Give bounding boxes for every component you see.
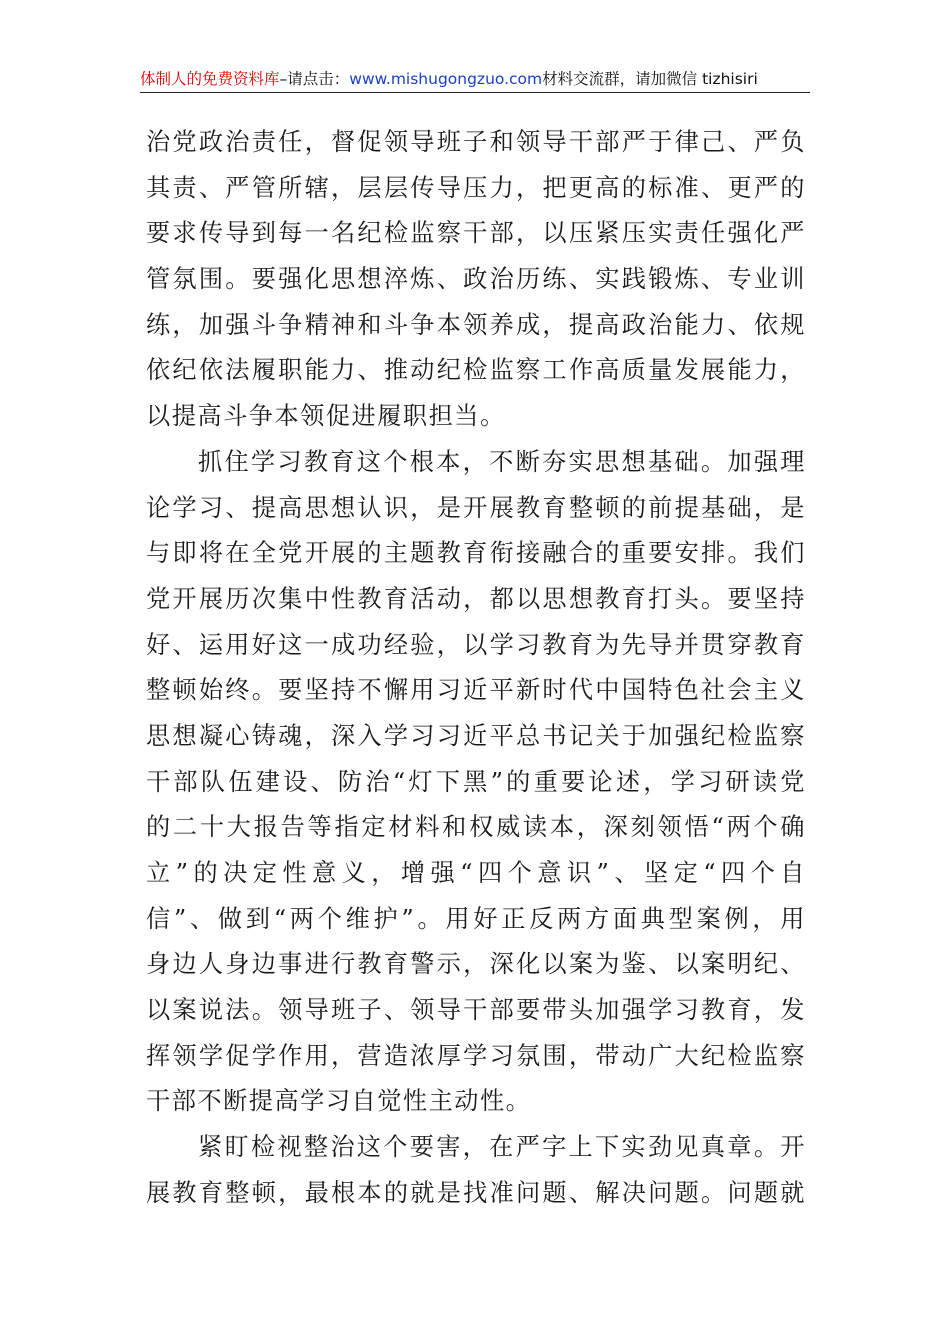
text-line: 依纪依法履职能力、推动纪检监察工作高质量发展能力， xyxy=(146,356,806,385)
text-line: 展教育整顿，最根本的就是找准问题、解决问题。问题就 xyxy=(146,1178,806,1207)
text-line: 与即将在全党开展的主题教育衔接融合的重要安排。我们 xyxy=(146,539,806,568)
text-line: 干部队伍建设、防治“灯下黑”的重要论述，学习研读党 xyxy=(146,767,806,796)
text-line: 干部不断提高学习自觉性主动性。 xyxy=(146,1087,532,1116)
text-line: 抓住学习教育这个根本，不断夯实思想基础。加强理 xyxy=(198,447,806,476)
text-line: 紧盯检视整治这个要害，在严字上下实劲见真章。开 xyxy=(198,1133,806,1162)
text-line: 的二十大报告等指定材料和权威读本，深刻领悟“两个确 xyxy=(146,813,806,842)
header-brand: 体制人的免费资料库 xyxy=(140,70,280,88)
header-cta: –请点击： xyxy=(279,70,350,88)
text-line: 管氛围。要强化思想淬炼、政治历练、实践锻炼、专业训 xyxy=(146,265,806,294)
header-tail: 材料交流群，请加微信 tizhisiri xyxy=(542,70,758,88)
text-line: 身边人身边事进行教育警示，深化以案为鉴、以案明纪、 xyxy=(146,950,806,979)
text-line: 党开展历次集中性教育活动，都以思想教育打头。要坚持 xyxy=(146,584,806,613)
text-line: 练，加强斗争精神和斗争本领养成，提高政治能力、依规 xyxy=(146,310,806,339)
text-line: 其责、严管所辖，层层传导压力，把更高的标准、更严的 xyxy=(146,173,806,202)
text-line: 立”的决定性意义，增强“四个意识”、坚定“四个自 xyxy=(146,859,806,887)
text-line: 整顿始终。要坚持不懈用习近平新时代中国特色社会主义 xyxy=(146,676,806,705)
text-line: 要求传导到每一名纪检监察干部，以压紧压实责任强化严 xyxy=(146,219,806,248)
text-line: 治党政治责任，督促领导班子和领导干部严于律己、严负 xyxy=(146,128,806,156)
text-line: 信”、做到“两个维护”。用好正反两方面典型案例，用 xyxy=(146,904,806,933)
header-url-link[interactable]: www.mishugongzuo.com xyxy=(349,70,543,88)
text-line: 以案说法。领导班子、领导干部要带头加强学习教育，发 xyxy=(146,996,806,1025)
text-line: 论学习、提高思想认识，是开展教育整顿的前提基础，是 xyxy=(146,493,806,522)
document-body xyxy=(146,120,806,1217)
text-line: 以提高斗争本领促进履职担当。 xyxy=(146,402,506,431)
text-line: 挥领学促学作用，营造浓厚学习氛围，带动广大纪检监察 xyxy=(146,1041,806,1070)
page-header xyxy=(140,66,810,93)
text-line: 思想凝心铸魂，深入学习习近平总书记关于加强纪检监察 xyxy=(146,721,806,750)
text-line: 好、运用好这一成功经验，以学习教育为先导并贯穿教育 xyxy=(146,630,806,659)
